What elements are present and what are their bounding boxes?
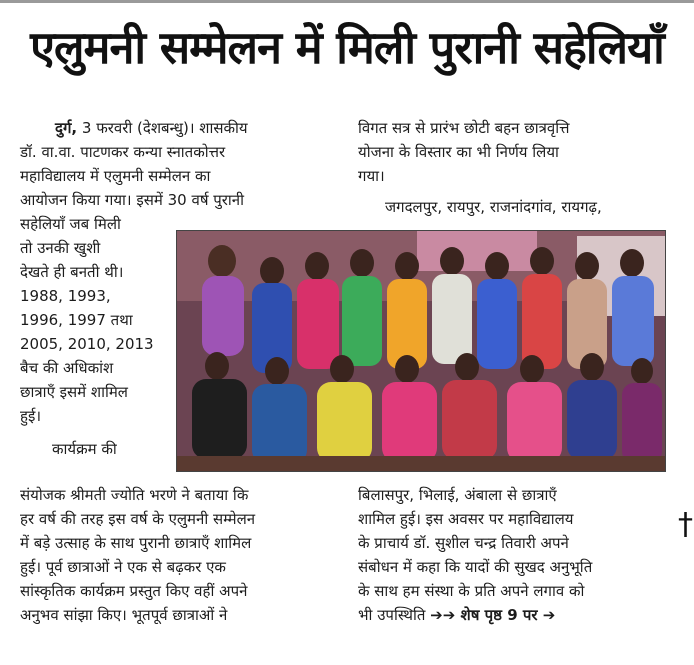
body-line: विगत सत्र से प्रारंभ छोटी बहन छात्रवृत्ति — [358, 119, 570, 137]
body-line: हर वर्ष की तरह इस वर्ष के एलुमनी सम्मेलन — [20, 510, 256, 528]
body-line: योजना के विस्तार का भी निर्णय लिया — [358, 143, 559, 161]
body-line: 1996, 1997 तथा — [20, 311, 133, 329]
group-photo-image — [177, 231, 665, 471]
body-line — [358, 604, 555, 626]
body-line: डॉ. वा.वा. पाटणकर कन्या स्नातकोत्तर — [20, 143, 226, 161]
dagger-mark: † — [678, 507, 693, 542]
body-line: 2005, 2010, 2013 — [20, 335, 154, 353]
body-line: अनुभव सांझा किए। भूतपूर्व छात्राओं ने — [20, 606, 228, 624]
body-line: आयोजन किया गया। इसमें 30 वर्ष पुरानी — [20, 191, 245, 209]
body-line: जगदलपुर, रायपुर, राजनांदगांव, रायगढ़, — [385, 198, 602, 216]
body-line-text: 3 फरवरी (देशबन्धु)। शासकीय — [81, 119, 248, 137]
body-line: संयोजक श्रीमती ज्योति भरणे ने बताया कि — [20, 486, 249, 504]
body-line: शामिल हुई। इस अवसर पर महाविद्यालय — [358, 510, 574, 528]
body-line: के साथ हम संस्था के प्रति अपने लगाव को — [358, 582, 585, 600]
body-line: बैच की अधिकांश — [20, 359, 114, 377]
body-line: महाविद्यालय में एलुमनी सम्मेलन का — [20, 167, 211, 185]
body-line: कार्यक्रम की — [52, 440, 117, 458]
body-line: हुई। पूर्व छात्राओं ने एक से बढ़कर एक — [20, 558, 226, 576]
body-line: तो उनकी खुशी — [20, 239, 101, 257]
dateline: दुर्ग, — [55, 119, 78, 137]
body-line: सांस्कृतिक कार्यक्रम प्रस्तुत किए वहीं अपने — [20, 582, 248, 600]
body-line-text: भी उपस्थिति — [358, 606, 426, 624]
body-line: छात्राएँ इसमें शामिल — [20, 383, 128, 401]
group-photo — [176, 230, 666, 472]
body-line: 1988, 1993, — [20, 287, 111, 305]
continued-on-page-link[interactable]: ➔➔ शेष पृष्ठ 9 पर ➔ — [430, 606, 556, 624]
body-line: में बड़े उत्साह के साथ पुरानी छात्राएँ शामिल — [20, 534, 252, 552]
body-line: गया। — [358, 167, 385, 185]
body-line: के प्राचार्य डॉ. सुशील चन्द्र तिवारी अपने — [358, 534, 569, 552]
body-line: संबोधन में कहा कि यादों की सुखद अनुभूति — [358, 558, 593, 576]
body-line: हुई। — [20, 407, 42, 425]
body-line: सहेलियाँ जब मिली — [20, 215, 121, 233]
headline: एलुमनी सम्मेलन में मिली पुरानी सहेलियाँ — [30, 21, 664, 74]
body-line: देखते ही बनती थी। — [20, 263, 124, 281]
body-line — [55, 117, 248, 139]
body-line: बिलासपुर, भिलाई, अंबाला से छात्राएँ — [358, 486, 557, 504]
top-rule — [0, 0, 694, 3]
